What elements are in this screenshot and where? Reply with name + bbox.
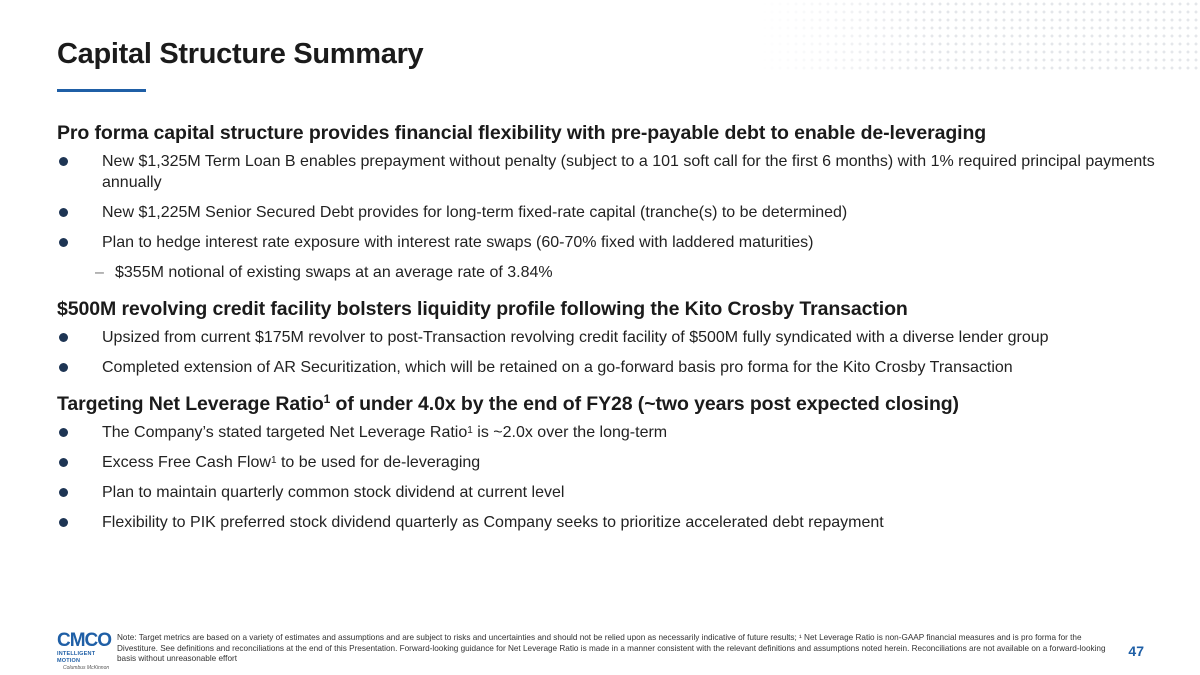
bullet-text: is ~2.0x over the long-term bbox=[472, 424, 668, 441]
list-item bbox=[57, 327, 1157, 348]
section-heading: Pro forma capital structure provides financial flexibility with pre-payable debt to enable de-leveraging bbox=[57, 122, 987, 144]
bullet-dot-icon bbox=[59, 458, 68, 467]
section-heading bbox=[57, 393, 1157, 416]
bullet-dot-icon bbox=[59, 363, 68, 372]
list-item bbox=[57, 482, 1157, 503]
footnote-marker: 1 bbox=[467, 425, 473, 436]
bullet-text: to be used for de-leveraging bbox=[276, 454, 481, 471]
bullet-dot-icon bbox=[59, 157, 68, 166]
bullet-text: New $1,325M Term Loan B enables prepayment without penalty (subject to a 101 soft call for the first 6 months) with 1% required principal payments annually bbox=[102, 153, 1155, 191]
list-item bbox=[57, 357, 1157, 378]
dash-icon: – bbox=[95, 264, 104, 281]
list-item bbox=[57, 512, 1157, 533]
bullet-dot-icon bbox=[59, 518, 68, 527]
bullet-dot-icon bbox=[59, 488, 68, 497]
page-title: Capital Structure Summary bbox=[57, 38, 424, 70]
slide-content bbox=[57, 122, 1157, 548]
title-underline bbox=[57, 89, 146, 92]
bullet-text: Excess Free Cash Flow bbox=[102, 454, 271, 471]
bullet-text: Plan to maintain quarterly common stock dividend at current level bbox=[102, 484, 565, 501]
bullet-text: Plan to hedge interest rate exposure with interest rate swaps (60-70% fixed with laddered maturities) bbox=[102, 234, 814, 251]
heading-text: of under 4.0x by the end of FY28 (~two years post expected closing) bbox=[330, 393, 959, 415]
list-item bbox=[57, 202, 1157, 223]
bullet-text: Upsized from current $175M revolver to post-Transaction revolving credit facility of $500M fully syndicated with a diverse lender group bbox=[102, 329, 1049, 346]
section-capital-structure bbox=[57, 122, 1157, 283]
decorative-dot-pattern bbox=[760, 0, 1200, 70]
bullet-dot-icon bbox=[59, 238, 68, 247]
sub-list-item bbox=[57, 262, 1157, 283]
sub-bullet-text: $355M notional of existing swaps at an average rate of 3.84% bbox=[115, 264, 553, 281]
heading-text: Targeting Net Leverage Ratio bbox=[57, 393, 324, 415]
list-item bbox=[57, 422, 1157, 443]
bullet-text: New $1,225M Senior Secured Debt provides for long-term fixed-rate capital (tranche(s) to be determined) bbox=[102, 204, 848, 221]
bullet-dot-icon bbox=[59, 208, 68, 217]
bullet-dot-icon bbox=[59, 333, 68, 342]
bullet-dot-icon bbox=[59, 428, 68, 437]
list-item bbox=[57, 151, 1157, 193]
logo-mark: CMCO bbox=[57, 630, 112, 651]
bullet-text: Flexibility to PIK preferred stock dividend quarterly as Company seeks to prioritize accelerated debt repayment bbox=[102, 514, 884, 531]
bullet-text: The Company’s stated targeted Net Leverage Ratio bbox=[102, 424, 468, 441]
logo-company-name: Columbus McKinnon bbox=[63, 665, 110, 671]
section-net-leverage bbox=[57, 393, 1157, 533]
list-item bbox=[57, 452, 1157, 473]
logo-tagline: INTELLIGENT MOTION bbox=[57, 651, 96, 664]
footnote-marker: 1 bbox=[270, 455, 277, 466]
bullet-text: Completed extension of AR Securitization, which will be retained on a go-forward basis pro forma for the Kito Crosby Transaction bbox=[102, 359, 1013, 376]
list-item bbox=[57, 232, 1157, 253]
company-logo bbox=[57, 631, 113, 671]
page-number: 47 bbox=[1128, 643, 1144, 659]
section-revolving-credit bbox=[57, 298, 1157, 378]
footnote-marker: 1 bbox=[323, 392, 331, 406]
section-heading: $500M revolving credit facility bolsters liquidity profile following the Kito Crosby Transaction bbox=[57, 298, 908, 320]
footnote: Note: Target metrics are based on a variety of estimates and assumptions and are subject to risks and uncertainties and should not be relied upon as necessarily indicative of future results; ¹ Net Leverage Ratio is non-GAAP financial measures and is pro forma for the Divestiture. See definitions and reconciliations at the end of this Presentation. Forward-looking guidance for Net Leverage Ratio is made in a manner consistent with the relevant definitions and assumptions noted herein. Reconciliations are not available on a forward-looking basis without unreasonable effort bbox=[117, 633, 1106, 663]
